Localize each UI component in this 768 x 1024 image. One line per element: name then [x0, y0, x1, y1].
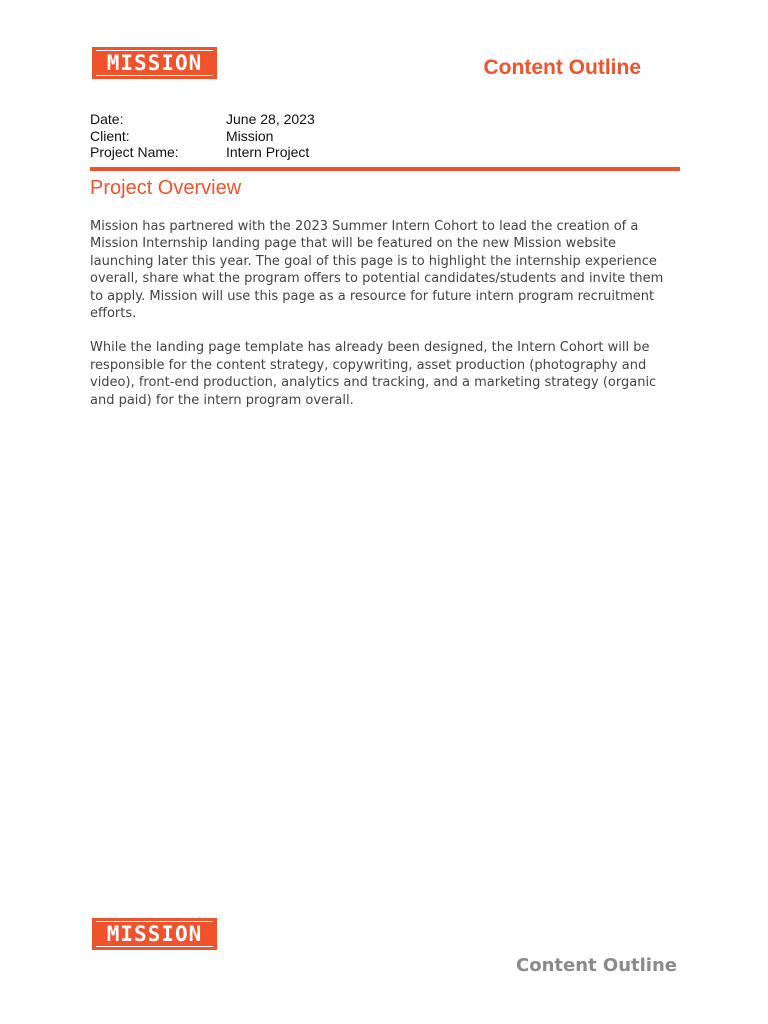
document-meta	[90, 111, 315, 161]
client-label: Client:	[90, 127, 130, 144]
client-value: Mission	[226, 127, 274, 144]
document-title: Content Outline	[483, 56, 641, 79]
meta-row-date	[90, 111, 315, 128]
header-divider	[90, 167, 680, 171]
header-logo	[92, 47, 217, 79]
date-value: June 28, 2023	[226, 111, 315, 127]
meta-row-project	[90, 144, 315, 161]
footer-logo	[92, 918, 217, 950]
overview-paragraph: Mission has partnered with the 2023 Summer Intern Cohort to lead the creation of a Mission Internship landing page that will be featured on the new Mission website launching later this year. The goal of this page is to highlight the internship experience overall, share what the program offers to potential candidates/students and invite them to apply. Mission will use this page as a resource for future intern program recruitment efforts.	[90, 219, 664, 322]
project-overview-body	[90, 218, 678, 426]
section-heading-project-overview: Project Overview	[90, 177, 242, 199]
project-name-value: Intern Project	[226, 144, 310, 160]
header-logo-text: MISSION	[96, 50, 213, 76]
meta-row-client	[90, 128, 315, 145]
overview-paragraph: While the landing page template has already been designed, the Intern Cohort will be responsible for the content strategy, copywriting, asset production (photography and video), front-end production, analytics and tracking, and a marketing strategy (organic and paid) for the intern program overall.	[90, 340, 657, 408]
project-name-label: Project Name:	[90, 144, 179, 160]
footer-title: Content Outline	[516, 955, 677, 976]
footer-logo-text: MISSION	[96, 921, 213, 947]
date-label: Date:	[90, 111, 124, 127]
